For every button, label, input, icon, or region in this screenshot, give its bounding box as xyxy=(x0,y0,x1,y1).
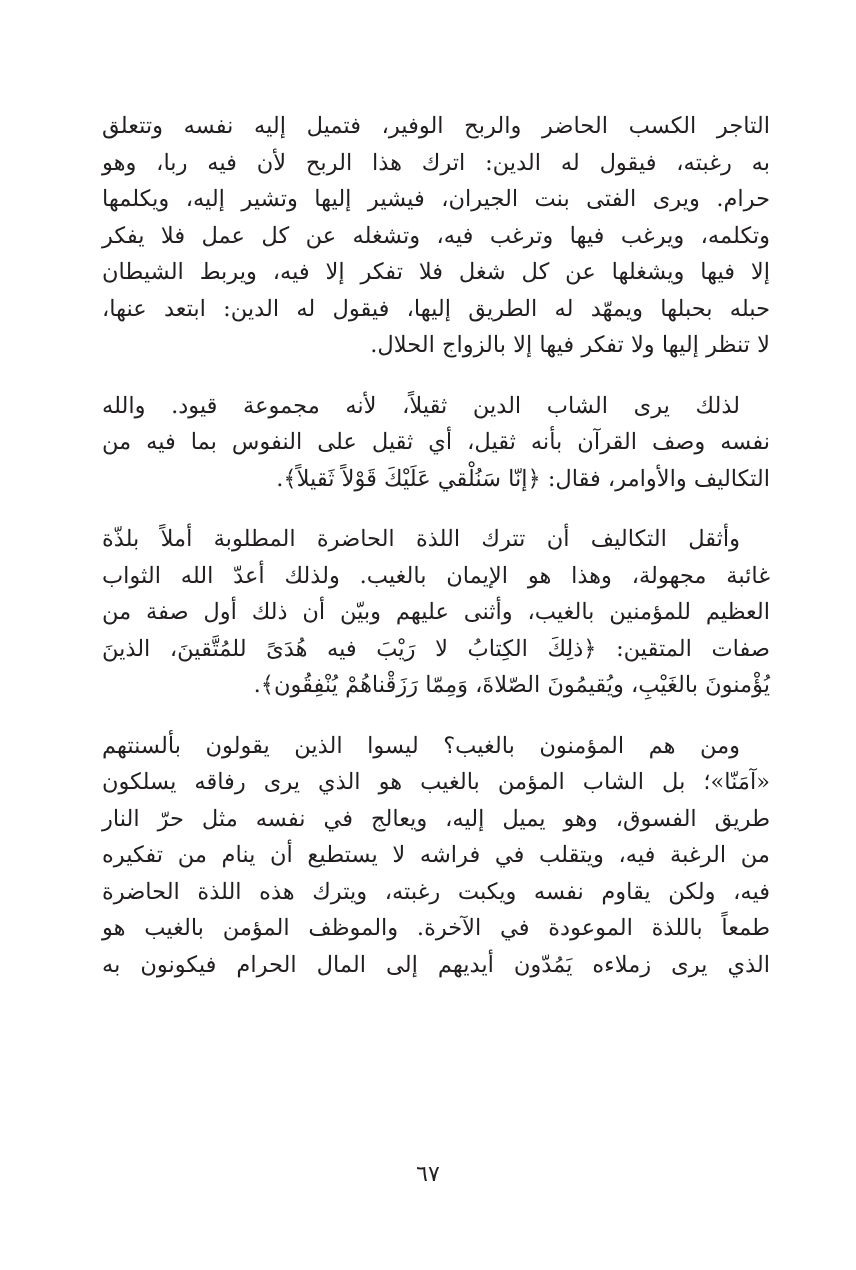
text-line: غائبة مجهولة، وهذا هو الإيمان بالغيب. ولذلك أعدّ الله الثواب xyxy=(102,562,770,589)
paragraph-1 xyxy=(102,108,770,364)
paragraph-3 xyxy=(102,521,770,704)
paragraph-2 xyxy=(102,388,770,498)
page-number: ٦٧ xyxy=(416,1162,440,1187)
paragraph-4 xyxy=(102,728,770,984)
text-line: نفسه وصف القرآن بأنه ثقيل، أي ثقيل على النفوس بما فيه من xyxy=(102,429,770,455)
text-line: العظيم للمؤمنين بالغيب، وأثنى عليهم وبيّن أن ذلك أول صفة من xyxy=(102,599,770,625)
text-line: إلا فيها ويشغلها عن كل شغل فلا تفكر إلا فيه، ويربط الشيطان xyxy=(102,259,770,285)
body-text xyxy=(102,108,770,1007)
text-line: من الرغبة فيه، ويتقلب في فراشه لا يستطيع أن ينام من تفكيره xyxy=(102,842,770,868)
text-line: الذي يرى زملاءه يَمُدّون أيديهم إلى المال الحرام فيكونون به xyxy=(102,951,770,978)
text-line: طمعاً باللذة الموعودة في الآخرة. والموظف المؤمن بالغيب هو xyxy=(102,915,770,941)
text-line: صفات المتقين: ﴿ذلِكَ الكِتابُ لا رَيْبَ فيه هُدَىً للمُتَّقينَ، الذينَ xyxy=(102,635,770,662)
text-line: طريق الفسوق، وهو يميل إليه، ويعالج في نفسه مثل حرّ النار xyxy=(102,805,770,832)
text-line: وأثقل التكاليف أن تترك اللذة الحاضرة المطلوبة أملاً بلذّة xyxy=(102,526,740,552)
text-line: يُؤْمنونَ بالغَيْبِ، ويُقيمُونَ الصّلاةَ، وَمِمّا رَزَقْناهُمْ يُنْفِقُون﴾. xyxy=(253,672,770,698)
text-line: حبله بحبلها ويمهّد له الطريق إليها، فيقول له الدين: ابتعد عنها، xyxy=(102,295,770,322)
text-line: لا تنظر إليها ولا تفكر فيها إلا بالزواج الحلال. xyxy=(370,332,770,358)
text-line: «آمَنّا»؛ بل الشاب المؤمن بالغيب هو الذي يرى رفاقه يسلكون xyxy=(102,769,770,795)
text-line: ومن هم المؤمنون بالغيب؟ ليسوا الذين يقولون بألسنتهم xyxy=(102,732,740,759)
text-line: فيه، ولكن يقاوم نفسه ويكبت رغبته، ويترك هذه اللذة الحاضرة xyxy=(102,878,770,905)
text-line: التاجر الكسب الحاضر والربح الوفير، فتميل إليه نفسه وتتعلق xyxy=(102,113,770,139)
text-line: لذلك يرى الشاب الدين ثقيلاً، لأنه مجموعة قيود. والله xyxy=(102,392,740,419)
text-line: به رغبته، فيقول له الدين: اترك هذا الربح لأن فيه ربا، وهو xyxy=(102,149,770,176)
text-line: حرام. ويرى الفتى بنت الجيران، فيشير إليها وتشير إليه، ويكلمها xyxy=(102,186,770,212)
text-line: وتكلمه، ويرغب فيها وترغب فيه، وتشغله عن كل عمل فلا يفكر xyxy=(102,222,770,249)
text-line: التكاليف والأوامر، فقال: ﴿إنّا سَنُلْقي عَلَيْكَ قَوْلاً ثَقيلاً﴾. xyxy=(276,465,770,492)
